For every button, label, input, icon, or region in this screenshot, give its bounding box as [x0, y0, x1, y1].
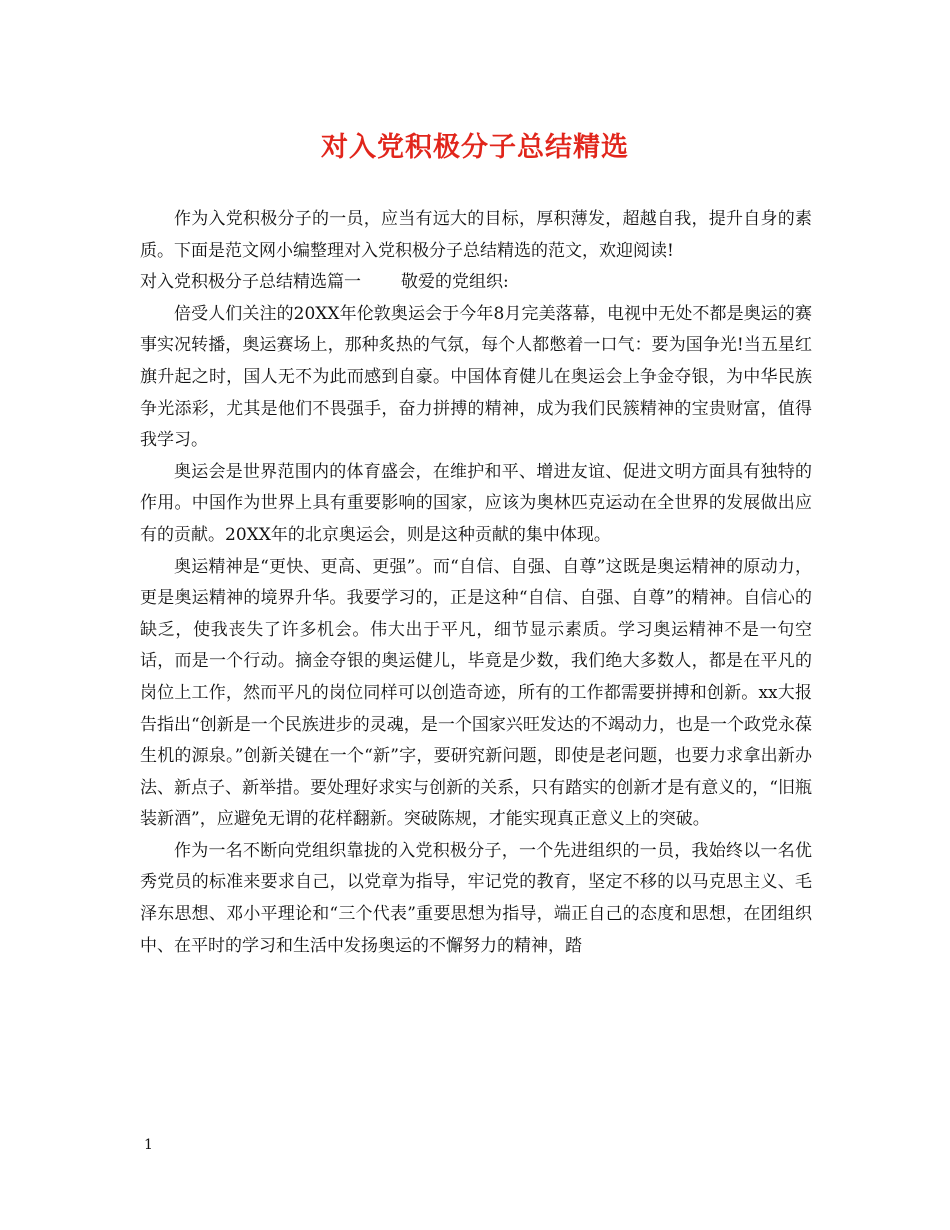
intro-paragraph: 作为入党积极分子的一员，应当有远大的目标，厚积薄发，超越自我，提升自身的素质。下面是范文网小编整理对入党积极分子总结精选的范文，欢迎阅读! [140, 209, 812, 261]
document-body [140, 204, 812, 962]
salutation: 敬爱的党组织: [401, 272, 509, 293]
paragraph-2: 奥运会是世界范围内的体育盛会，在维护和平、增进友谊、促进文明方面具有独特的作用。中国作为世界上具有重要影响的国家，应该为奥林匹克运动在全世界的发展做出应有的贡献。20XX年的北京奥运会，则是这种贡献的集中体现。 [140, 461, 812, 545]
paragraph-3: 奥运精神是“更快、更高、更强”。而“自信、自强、自尊”这既是奥运精神的原动力，更是奥运精神的境界升华。我要学习的，正是这种“自信、自强、自尊”的精神。自信心的缺乏，使我丧失了许多机会。伟大出于平凡，细节显示素质。学习奥运精神不是一句空话，而是一个行动。摘金夺银的奥运健儿，毕竟是少数，我们绝大多数人，都是在平凡的岗位上工作，然而平凡的岗位同样可以创造奇迹，所有的工作都需要拼搏和创新。xx大报告指出“创新是一个民族进步的灵魂，是一个国家兴旺发达的不竭动力，也是一个政党永葆生机的源泉。”创新关键在一个“新”字，要研究新问题，即使是老问题，也要力求拿出新办法、新点子、新举措。要处理好求实与创新的关系，只有踏实的创新才是有意义的，“旧瓶装新酒”，应避免无谓的花样翻新。突破陈规，才能实现真正意义上的突破。 [140, 556, 812, 830]
section-heading: 对入党积极分子总结精选篇一 [140, 272, 361, 293]
page-number: 1 [144, 1137, 153, 1153]
section-heading-line [140, 267, 812, 299]
paragraph-1: 倍受人们关注的20XX年伦敦奥运会于今年8月完美落幕，电视中无处不都是奥运的赛事实况转播，奥运赛场上，那种炙热的气氛，每个人都憋着一口气：要为国争光!当五星红旗升起之时，国人无不为此而感到自豪。中国体育健儿在奥运会上争金夺银，为中华民族争光添彩，尤其是他们不畏强手，奋力拼搏的精神，成为我们民簇精神的宝贵财富，值得我学习。 [140, 303, 812, 451]
paragraph-4: 作为一名不断向党组织靠拢的入党积极分子，一个先进组织的一员，我始终以一名优秀党员的标准来要求自己，以党章为指导，牢记党的教育，坚定不移的以马克思主义、毛泽东思想、邓小平理论和“三个代表”重要思想为指导，端正自己的态度和思想，在团组织中、在平时的学习和生活中发扬奥运的不懈努力的精神，踏 [140, 840, 812, 956]
document-title: 对入党积极分子总结精选 [321, 132, 629, 163]
